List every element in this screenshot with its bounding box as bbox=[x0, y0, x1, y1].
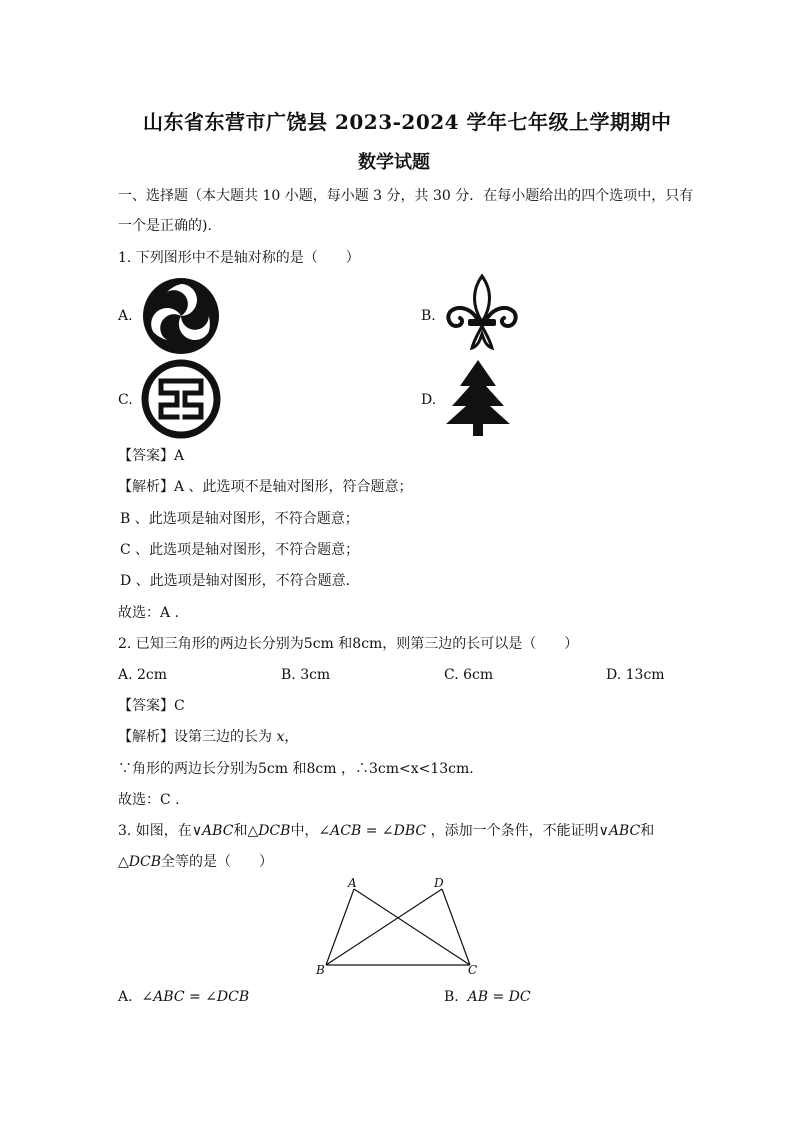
q2-conclusion: 故选：C . bbox=[118, 792, 180, 808]
triskelion-icon bbox=[141, 276, 221, 356]
q2-reason: ∵角形的两边长分别为5cm 和8cm ，∴3cm<x<13cm. bbox=[118, 761, 474, 777]
q1-stem: 1. 下列图形中不是轴对称的是（ ） bbox=[118, 250, 360, 266]
q3-option-b-label: B. bbox=[444, 989, 459, 1005]
q3-label-d: D bbox=[434, 876, 444, 890]
q3-stem-text-6: 全等的是（ ） bbox=[161, 854, 273, 870]
q1-analysis-line1: 【解析】A 、此选项不是轴对图形，符合题意； bbox=[118, 479, 413, 495]
q3-triangle-dcb: △DCB bbox=[247, 823, 291, 839]
q3-stem-text-1: 3. 如图，在 bbox=[118, 823, 192, 839]
coin-seal-icon bbox=[141, 359, 221, 439]
q1-answer: 【答案】A bbox=[118, 448, 185, 464]
q2-option-d: D. 13cm bbox=[606, 667, 665, 683]
q3-triangle-dcb-2: △DCB bbox=[118, 854, 161, 870]
q3-label-a: A bbox=[348, 876, 357, 890]
pine-tree-icon bbox=[442, 358, 514, 438]
q3-stem-text-5: 和 bbox=[640, 823, 655, 839]
q3-option-a bbox=[118, 987, 249, 1007]
q3-option-a-label: A. bbox=[118, 989, 133, 1005]
q3-triangle-abc-2: ∨ABC bbox=[598, 823, 641, 839]
q1-analysis-line2: B 、此选项是轴对图形，不符合题意； bbox=[120, 511, 359, 527]
q2-analysis-var: x bbox=[276, 729, 285, 745]
q1-option-b-label: B. bbox=[421, 308, 436, 324]
q3-label-c: C bbox=[468, 963, 478, 977]
q3-option-b-text: AB = DC bbox=[467, 989, 531, 1005]
section-heading-line2: 一个是正确的). bbox=[118, 218, 212, 234]
q2-answer: 【答案】C bbox=[118, 698, 185, 714]
q3-triangle-abc: ∨ABC bbox=[191, 823, 234, 839]
q3-stem-line2 bbox=[118, 852, 273, 872]
q2-analysis bbox=[118, 727, 298, 747]
section-heading-line1: 一、选择题（本大题共 10 小题，每小题 3 分，共 30 分．在每小题给出的四个选项中，只有 bbox=[118, 188, 694, 204]
q3-option-a-text: ∠ABC = ∠DCB bbox=[141, 989, 250, 1005]
q3-label-b: B bbox=[316, 963, 325, 977]
q1-option-a-label: A. bbox=[118, 308, 133, 324]
q3-angle-condition: ∠ACB = ∠DBC bbox=[318, 823, 427, 839]
q3-stem-text-3: 中， bbox=[290, 823, 319, 839]
page-title: 山东省东营市广饶县 2023-2024 学年七年级上学期期中 bbox=[143, 110, 672, 134]
q2-option-c: C. 6cm bbox=[444, 667, 494, 683]
q3-triangle-figure bbox=[310, 875, 490, 980]
q3-stem-text-4: ，添加一个条件，不能证明 bbox=[426, 823, 599, 839]
q2-stem: 2. 已知三角形的两边长分别为5cm 和8cm，则第三边的长可以是（ ） bbox=[118, 636, 579, 652]
q3-stem-line1 bbox=[118, 821, 654, 841]
page-subtitle: 数学试题 bbox=[358, 152, 430, 173]
q2-option-a: A. 2cm bbox=[118, 667, 168, 683]
q2-analysis-label: 【解析】设第三边的长为 bbox=[118, 729, 277, 745]
q3-option-b bbox=[444, 987, 531, 1007]
q1-analysis-line4: D 、此选项是轴对图形，不符合题意. bbox=[120, 573, 351, 589]
q1-conclusion: 故选：A . bbox=[118, 605, 180, 621]
q2-analysis-end: ， bbox=[284, 729, 299, 745]
fleur-de-lis-icon bbox=[442, 274, 522, 354]
q1-analysis-line3: C 、此选项是轴对图形，不符合题意； bbox=[120, 542, 360, 558]
q2-option-b: B. 3cm bbox=[281, 667, 331, 683]
q1-option-c-label: C. bbox=[118, 392, 133, 408]
q3-stem-text-2: 和 bbox=[233, 823, 248, 839]
q1-option-d-label: D. bbox=[421, 392, 437, 408]
